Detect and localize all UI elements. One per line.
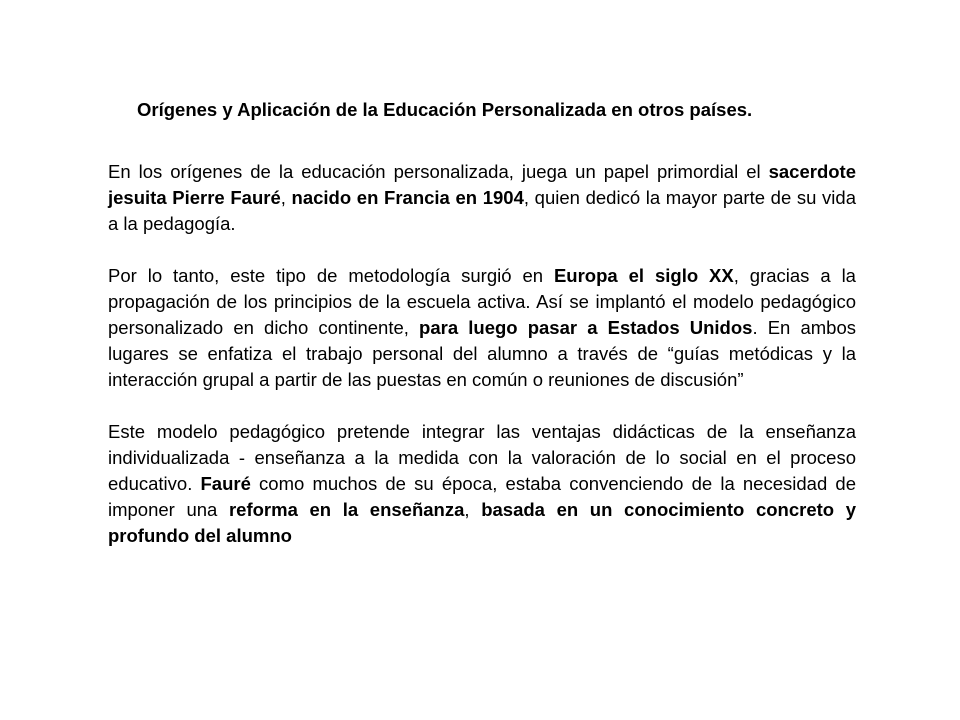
text-segment-bold: Fauré xyxy=(200,473,251,494)
text-segment-bold: nacido en Francia en 1904 xyxy=(291,187,524,208)
text-segment: En los orígenes de la educación personalizada, juega un papel primordial el xyxy=(108,161,769,182)
text-segment-bold: basada en un conocimiento concreto y profundo del alumno xyxy=(108,499,857,546)
text-segment-bold: reforma en la enseñanza xyxy=(228,499,465,520)
text-segment: . En ambos lugares se enfatiza el trabajo personal del alumno a través de “guías metódicas y la interacción grupal a partir de las puestas en común o reuniones de discusión” xyxy=(108,317,856,390)
text-segment: como muchos de su época, estaba convenciendo de la necesidad de imponer una xyxy=(108,473,856,520)
text-segment-bold: Europa el siglo XX xyxy=(553,265,734,286)
text-segment: , gracias a la propagación de los principios de la escuela activa. Así se implantó el modelo pedagógico personalizado en dicho continente, xyxy=(108,265,856,338)
paragraph-1 xyxy=(108,159,856,237)
paragraph-2 xyxy=(108,263,856,393)
text-segment: Por lo tanto, este tipo de metodología surgió en xyxy=(108,265,554,286)
slide-body xyxy=(108,159,856,549)
text-segment: , xyxy=(280,187,292,208)
text-segment: , quien dedicó la mayor parte de su vida a la pedagogía. xyxy=(108,187,856,234)
text-segment: Este modelo pedagógico pretende integrar las ventajas didácticas de la enseñanza individualizada - enseñanza a la medida con la valoración de lo social en el proceso educativo. xyxy=(108,421,856,494)
text-segment-bold: para luego pasar a Estados Unidos xyxy=(419,317,753,338)
text-segment-bold: sacerdote jesuita Pierre Fauré xyxy=(108,161,856,208)
slide-title: Orígenes y Aplicación de la Educación Personalizada en otros países. xyxy=(137,99,753,120)
paragraph-3 xyxy=(108,419,856,549)
text-segment: , xyxy=(464,499,482,520)
